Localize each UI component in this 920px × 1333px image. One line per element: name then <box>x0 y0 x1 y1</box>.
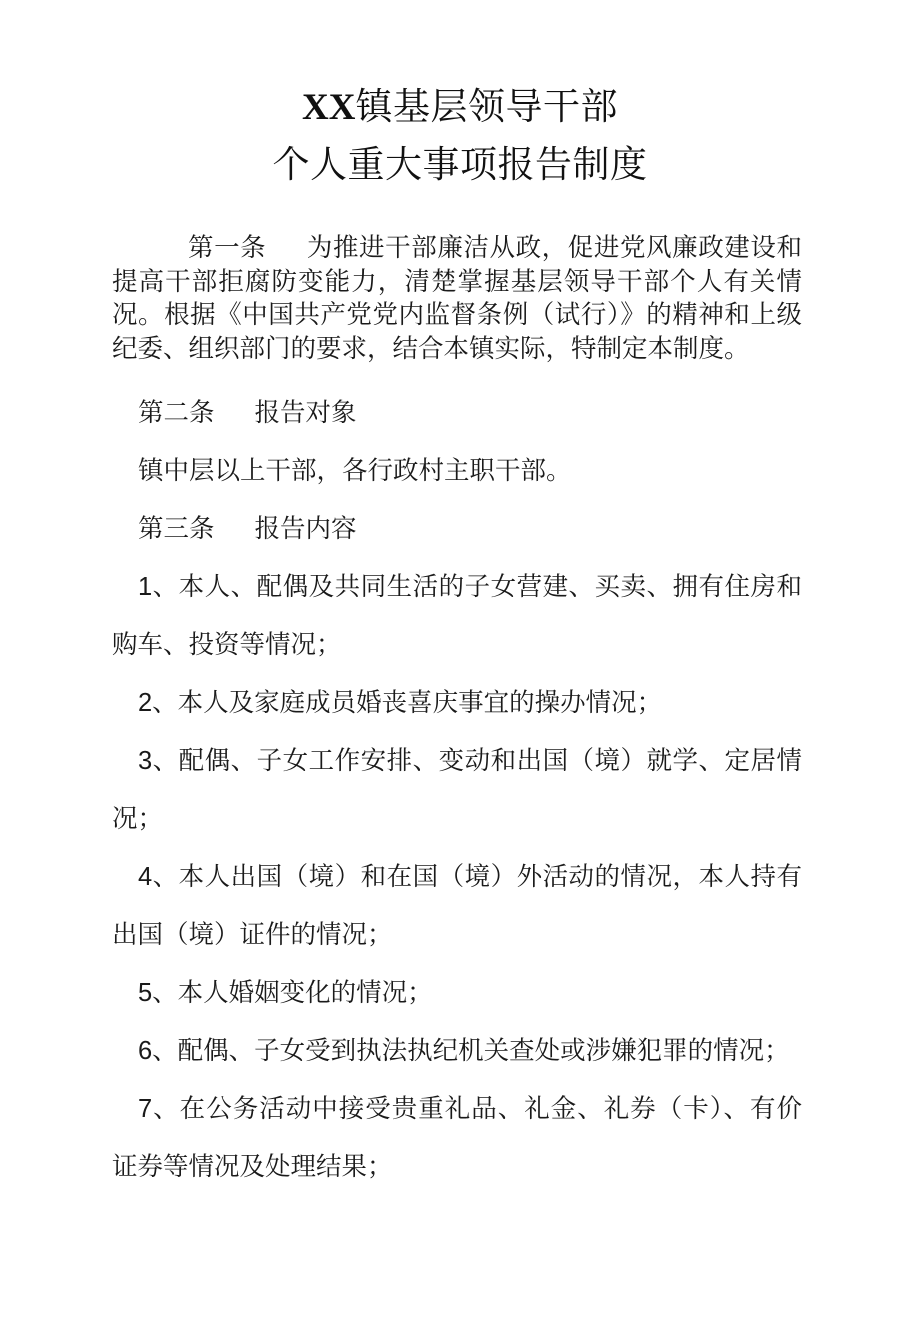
report-item: 7、在公务活动中接受贵重礼品、礼金、礼券（卡）、有价证券等情况及处理结果； <box>112 1095 802 1181</box>
article-3-label: 第三条 <box>138 515 215 543</box>
report-item: 2、本人及家庭成员婚丧喜庆事宜的操办情况； <box>138 689 663 717</box>
article-2-label: 第二条 <box>138 399 215 427</box>
article-3-body: 报告内容 <box>254 515 357 543</box>
article-2-body: 报告对象 <box>254 399 357 427</box>
article-1-label: 第一条 <box>188 234 267 262</box>
article-3-heading <box>112 500 802 558</box>
title-line-1-cjk: 镇基层领导干部 <box>355 86 618 127</box>
report-item: 6、配偶、子女受到执法执纪机关查处或涉嫌犯罪的情况； <box>138 1037 790 1065</box>
title-line-2-cjk: 个人重大事项报告制度 <box>272 144 648 185</box>
title-line-1 <box>0 78 920 136</box>
article-2-content: 镇中层以上干部，各行政村主职干部。 <box>138 457 572 485</box>
report-item: 4、本人出国（境）和在国（境）外活动的情况，本人持有出国（境）证件的情况； <box>112 863 802 949</box>
article-1-body: 为推进干部廉洁从政，促进党风廉政建设和提高干部拒腐防变能力，清楚掌握基层领导干部个人有关情况。根据《中国共产党党内监督条例（试行）》的精神和上级纪委、组织部门的要求，结合本镇实际，特制定本制度。 <box>112 234 802 363</box>
report-item: 1、本人、配偶及共同生活的子女营建、买卖、拥有住房和购车、投资等情况； <box>112 573 802 659</box>
title-line-1-latin: XX <box>302 87 356 128</box>
article-2-heading <box>112 384 802 442</box>
report-item: 3、配偶、子女工作安排、变动和出国（境）就学、定居情况； <box>112 747 802 833</box>
article-1-paragraph <box>112 232 802 366</box>
document-title <box>0 78 920 193</box>
document-body <box>112 232 802 1196</box>
report-item: 5、本人婚姻变化的情况； <box>138 979 433 1007</box>
title-line-2 <box>0 136 920 193</box>
